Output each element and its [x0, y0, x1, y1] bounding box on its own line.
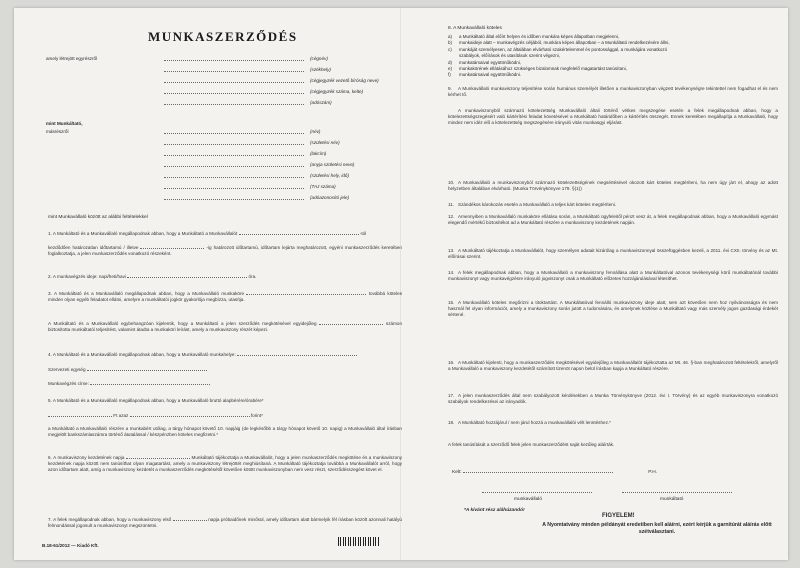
clause-text: A munkaviszony kezdetének napja	[53, 455, 125, 460]
employee-field-row	[46, 184, 406, 192]
clause-text: Munkáltató tájékoztatja a Munkavállalót, hogy a jelen munkaszerződés megkötése és a munkaviszony kezdetének napja között nem tanúsíthat olyan magatartást, amely a munkaviszony létrejöttét meghiúsítaná. A Munkáltató tájékoztatja továbbá a Munkavállalót arról, hogy azon időtartam alatt, amíg a munkaviszony kezdetét a munkaszerződés megkötésétől követően kötött munkaviszonyban nem vesz részt, szerződésszegést követ el.	[48, 455, 403, 473]
field-line[interactable]	[164, 60, 304, 61]
clause-text: A Munkáltató hozzájárul / nem járul hozzá a munkavállalói vélt lenntéshez.*	[458, 420, 611, 425]
field-line[interactable]	[173, 516, 207, 521]
clause-text: napja próbaidőnek minősül, amely időtartam alatt bármelyik fél írásban közölt azonnali hatályú felmondással jogosult a munkaviszonyt megszüntetni.	[48, 517, 402, 529]
employer-field-row	[46, 67, 406, 75]
field-hint: (adóazonosító jele)	[310, 195, 350, 200]
employee-field-row	[46, 140, 406, 148]
clause-number: 12.	[448, 214, 455, 219]
field-line[interactable]	[239, 230, 359, 235]
underline-note: *A kívánt rész aláhúzandó!	[464, 508, 525, 513]
field-hint: (név)	[310, 129, 321, 134]
clause-16	[448, 360, 778, 372]
clause-number: 3.	[48, 291, 52, 296]
employer-signature-line[interactable]	[622, 492, 732, 493]
clause-7	[48, 516, 402, 529]
list-letter: a)	[448, 34, 453, 39]
clause-number: 2.	[48, 274, 52, 279]
clause-text: Ft azaz	[113, 413, 129, 418]
clause-number: 1.	[48, 231, 52, 236]
clause-text: -tól	[359, 231, 367, 236]
field-line[interactable]	[140, 244, 204, 249]
clause-text: A felek megállapodnak abban, hogy a Munkavállaló a munkaviszony fennállása alatt a Munkáltatóval azonos tevékenységi körű munkáltatónál további munkaviszonyt vagy munkavégzésre irányuló jogviszonyt csak a Munkáltató előzetes hozzájárulásával létesíthet.	[448, 270, 778, 282]
field-line[interactable]	[164, 71, 304, 72]
date-label: Kelt:	[452, 470, 462, 475]
list-letter: f)	[448, 72, 451, 78]
clause-11	[448, 202, 778, 208]
clause-text: a Munkáltató a Munkavállaló részére a munkabért utólag, a tárgy hónapot követő 10. napjáig (de legkésőbb a tárgy hónapot követő 10. napig) a Munkavállaló által írásban megjelölt bankszámlaszámra történő átutalással / készpénzben köteles megfizetni.*	[48, 426, 402, 438]
field-hint: (adószám)	[310, 100, 332, 105]
field-hint: (TAJ száma)	[310, 184, 336, 189]
field-line[interactable]	[164, 144, 304, 145]
list-letter: b)	[448, 40, 453, 46]
clause-9	[448, 86, 778, 98]
field-line[interactable]	[246, 290, 366, 295]
clause-number: 7.	[48, 517, 52, 522]
clause-text: A Munkavállaló köteles megőrizni a titoktartást. A Munkáltatóval fennálló munkaviszony ideje alatt, sem azt követően nem hoz nyilvánosságra és nem használ fel olyan információt, amely a munkaviszony során jutott a tudomására, és amelynek közlése a Munkáltató vagy más személy jogos gazdasági érdekét sértené.	[448, 300, 778, 318]
clause-text: továbbá köteles minden olyan egyéb feladatot ellátni, amelyre a munkáltatói jogkör gyakorlója megbízza, utasítja.	[48, 291, 402, 303]
list-text: a Munkáltató által előírt helyen és időben munkára képes állapotban megjelenni,	[459, 34, 620, 39]
date-field[interactable]	[463, 468, 613, 473]
clause-5	[48, 398, 402, 404]
clause-text: A Munkavállaló a munkaviszonyból származó kötelezettségének megsértésével okozott kárt köteles megtéríteni, ha nem úgy járt el, ahogy az adott helyzetben általában elvárható. (Munka Törvénykönyve 179. §(1))	[448, 180, 778, 192]
field-line[interactable]	[319, 320, 383, 325]
clause-number: 10.	[448, 180, 455, 185]
employer-field-row	[46, 78, 406, 86]
clause-number: 16.	[448, 360, 455, 365]
clause-text: -ig határozott időtartamú, időtartam lejárta meghatározott, egyéni munkaszerződés keretében foglalkoztatja, a jelen munkaszerződés vonatkozó részeként.	[48, 245, 402, 257]
warning-title: FIGYELEM!	[602, 513, 635, 519]
page-title: MUNKASZERZŐDÉS	[148, 29, 298, 44]
field-line[interactable]	[48, 412, 112, 417]
employer-field-row	[46, 100, 406, 108]
clause-10	[448, 180, 778, 192]
clause-number: 17.	[448, 393, 455, 398]
clause-8-list	[448, 34, 778, 79]
clause-number: 14.	[448, 270, 455, 275]
employee-signature-line[interactable]	[482, 492, 592, 493]
list-text: munkakörének ellátásához szükséges bizalomnak megfelelő magatartást tanúsítani,	[459, 65, 627, 71]
list-letter: d)	[448, 59, 453, 65]
list-text: munkatársaival együttműködni,	[459, 59, 522, 65]
field-line[interactable]	[90, 380, 210, 385]
employee-field-row	[46, 162, 406, 170]
employer-field-row	[46, 89, 406, 97]
field-hint: (cégjegyzék száma, kelte)	[310, 89, 364, 94]
clause-3	[48, 290, 402, 303]
clause-number: 15.	[448, 300, 455, 305]
clause-text: A jelen munkaszerződés által nem szabályozott kérdésekben a Munka Törvénykönyve (2012. évi I. Törvény) és az egyéb munkaviszonyra vonatkozó szabályok rendelkezései az irányadók.	[448, 393, 778, 405]
field-line[interactable]	[164, 188, 304, 189]
clause-text: A Munkáltató és a Munkavállaló megállapodnak abban, hogy a Munkavállaló munkahelye:	[52, 352, 236, 357]
clause-6	[48, 454, 402, 473]
clause-5-amount	[48, 412, 402, 419]
warning-text: A Nyomtatvány minden példányát eredetiben kell aláírni, ezért kérjük a garnitúrát aláírás előtt szétválasztani.	[542, 522, 772, 536]
field-line[interactable]	[164, 82, 304, 83]
field-line[interactable]	[164, 133, 304, 134]
clause-1-cont	[48, 244, 402, 257]
clause-4-unit	[48, 366, 402, 373]
clause-text: A Munkáltató és a Munkavállaló megállapodnak abban, hogy a Munkavállaló munkaköre	[53, 291, 245, 296]
clause-number: 11.	[448, 202, 455, 207]
clause-text: Szándékos károkozás esetén a Munkavállaló a teljes kárt köteles megtéríteni.	[458, 202, 617, 207]
clause-12	[448, 214, 778, 226]
barcode	[338, 537, 380, 546]
clause-14	[448, 270, 778, 282]
clause-4	[48, 351, 402, 358]
clause-text: számon biztosította munkáltatói teljesítést, valamint átadta a munkaköri leírást, amely a munkaviszony részét képezi.	[48, 321, 403, 333]
list-text: szabályok, előírások és utasítások szerint végezni,	[459, 53, 561, 59]
clause-text: A Munkavállaló munkaviszony teljesítése során humánus személyét illetően a munkaviszonyban végzett tevékenységre tekintettel nem fogadhat el és nem kérhet tő.	[448, 86, 778, 98]
clause-text: forint*	[250, 413, 263, 418]
field-line[interactable]	[164, 177, 304, 178]
list-text: munkatársaival együttműködni.	[459, 72, 522, 78]
clause-13	[448, 248, 778, 260]
between-text: mint Munkavállaló között az alábbi feltételekkel	[48, 215, 148, 220]
employee-field-row	[46, 129, 406, 137]
clause-number: 6.	[48, 455, 52, 460]
field-line[interactable]	[126, 454, 190, 459]
closing-text: A felek tanúsítását a szerződő felek jelen munkaszerződést saját kezűleg aláírták.	[448, 442, 615, 447]
employer-signature-label: munkáltató	[660, 497, 684, 502]
clause-text: Szervezeti egység	[48, 367, 86, 372]
list-text: munkaideje alatt – munkavégzés céljából, munkára képes állapotban – a Munkáltató rendelkezésére állni,	[459, 40, 670, 46]
employer-role-label: mint Munkáltató,	[46, 121, 83, 126]
clause-text: óra.	[248, 274, 257, 279]
clause-text: kezdődően határozatlan időtartamú / illetve	[48, 245, 139, 250]
field-line[interactable]	[164, 155, 304, 156]
field-line[interactable]	[164, 199, 304, 200]
field-line[interactable]	[237, 351, 357, 356]
field-hint: (cégnév)	[310, 56, 328, 61]
stamp-label: P.H.	[648, 470, 658, 475]
clause-text: A munkaviszonyból származó kötelezettség Munkavállaló általi történő vétkes megszegése esetén a felek megállapodnak abban, hogy a kötelezettségszegésért való kártérítési feladat követésével a Munkáltató határidőben a kártérítés összegét. Ennek keretében megállapítja a Munkavállaló, hogy mindez nem idéz elő a kötelezettség megszegésére irányuló vitás munkaügyi eljárást.	[448, 108, 778, 126]
clause-text: A felek megállapodnak abban, hogy a munkaviszony első	[53, 517, 172, 522]
field-line[interactable]	[164, 104, 304, 105]
other-party-label: másrészről	[46, 129, 69, 134]
field-hint: (székhely)	[310, 67, 331, 72]
employee-signature-label: munkavállaló	[514, 497, 542, 502]
clause-15	[448, 300, 778, 318]
field-hint: (anyja születési neve)	[310, 162, 355, 167]
clause-9-cont	[448, 108, 778, 126]
field-line[interactable]	[87, 366, 207, 371]
clause-text: A Munkáltató tájékoztatja a Munkavállalót, hogy személyes adatait kizárólag a munkaviszonnyal összefüggésben kezeli, a 2011. évi CXII. törvény és az Mt. előírásai szerint.	[448, 248, 778, 260]
clause-text: A Munkáltató kijelenti, hogy a munkaszerződés megkötésével egyidejűleg a Munkavállalót tájékoztatta az Mt. 46. §-ban meghatározott feltételekről, amelyről a Munkavállaló a munkaviszony kezdetétől számított tizenöt napon belül írásban kapja a Munkáltató részére.	[448, 360, 778, 372]
field-hint: (lakcím)	[310, 151, 327, 156]
field-line[interactable]	[130, 412, 250, 417]
clause-3-cont	[48, 320, 402, 333]
field-hint: (születési hely, idő)	[310, 173, 349, 178]
clause-8-heading: 8. A Munkavállaló köteles	[448, 26, 502, 31]
clause-4-address	[48, 380, 402, 387]
employee-intro-row	[46, 121, 406, 129]
clause-1	[48, 230, 402, 237]
list-text: munkáját személyesen, az általában elvárható szakértelemmel és pontossággal, a munkájára vonatkozó	[459, 46, 668, 52]
list-item	[448, 72, 778, 78]
field-hint: (cégjegyzék vezető bíróság neve)	[310, 78, 379, 83]
clause-text: A Munkáltató és a Munkavállaló egybehangzóan kijelentik, hogy a Munkáltató a jelen szerződés megkötésével egyidejűleg	[48, 321, 317, 326]
clause-text: A Munkáltató és a Munkavállaló megállapodnak abban, hogy a Munkavállaló bruttó alapbérére/órabére*	[52, 398, 264, 403]
contract-sheet	[14, 8, 788, 560]
clause-text: Amennyiben a Munkavállaló munkaköre ellátása során, a Munkáltató ügyfeleitől pénzt vesz át, a felek megállapodnak abban, hogy a Munkavállaló egymást elegendő mértékű biztosítékot ad a Munkáltató részére a munkaviszony kezdetének napján.	[448, 214, 778, 226]
employer-intro: amely létrejött egyrészről	[46, 56, 98, 61]
list-letter: c)	[448, 46, 452, 52]
field-line[interactable]	[127, 273, 247, 278]
employee-field-row	[46, 173, 406, 181]
clause-text: A munkavégzés ideje: napi/heti/havi	[52, 274, 126, 279]
employer-intro-row	[46, 56, 406, 64]
clause-18	[448, 420, 778, 426]
page-fold	[400, 8, 401, 560]
clause-5-cont	[48, 426, 402, 438]
clause-number: 5.	[48, 398, 52, 403]
clause-text: A Munkáltató és a Munkavállaló megállapodnak abban, hogy a Munkáltató a Munkavállalót	[52, 231, 238, 236]
clause-2	[48, 273, 402, 280]
clause-number: 13.	[448, 248, 455, 253]
field-hint: (születési név)	[310, 140, 340, 145]
clause-number: 18.	[448, 420, 455, 425]
clause-number: 9.	[448, 86, 452, 91]
employee-field-row	[46, 151, 406, 159]
form-code: B.18-61/2012 — Kiadó Kft.	[42, 543, 99, 548]
clause-text: Munkavégzés címe:	[48, 381, 89, 386]
list-letter: e)	[448, 65, 453, 71]
field-line[interactable]	[164, 166, 304, 167]
field-line[interactable]	[164, 93, 304, 94]
clause-17	[448, 393, 778, 405]
employee-field-row	[46, 195, 406, 203]
date-row	[452, 468, 657, 476]
clause-number: 4.	[48, 352, 52, 357]
